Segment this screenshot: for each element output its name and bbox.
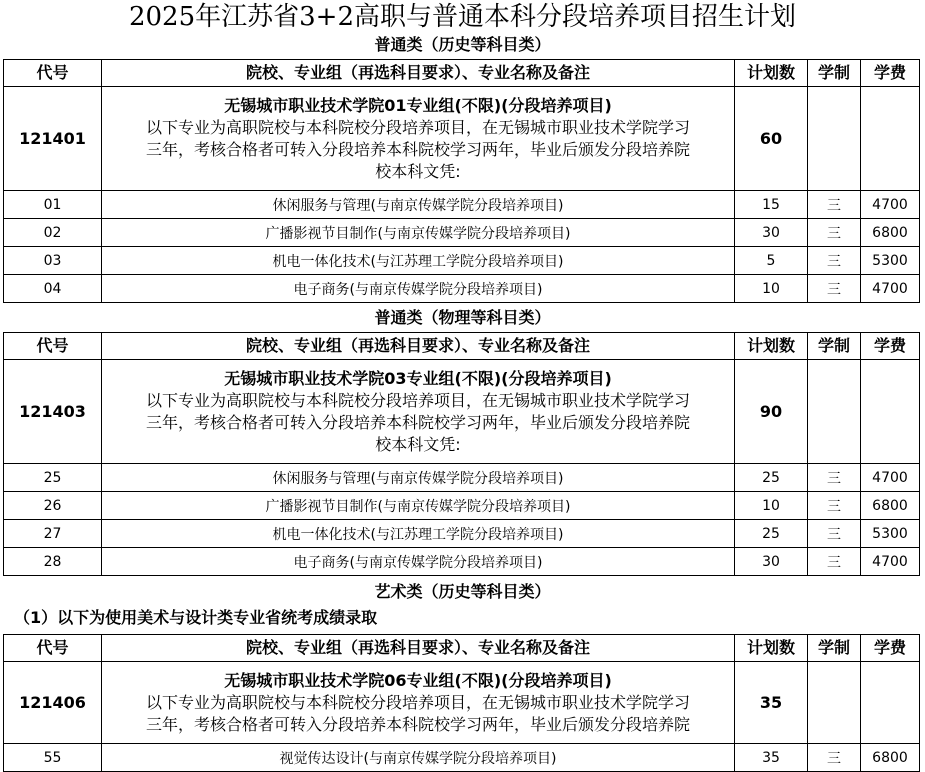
major-code: 28 — [4, 548, 102, 576]
major-plan: 35 — [735, 744, 808, 772]
major-name: 电子商务(与南京传媒学院分段培养项目) — [102, 275, 735, 303]
group-fee — [861, 360, 920, 464]
header-plan: 计划数 — [735, 60, 808, 87]
header-system: 学制 — [808, 333, 861, 360]
header-system: 学制 — [808, 635, 861, 662]
header-fee: 学费 — [861, 333, 920, 360]
header-code: 代号 — [4, 60, 102, 87]
plan-table-art — [3, 634, 920, 772]
group-code: 121406 — [4, 662, 102, 744]
major-plan: 10 — [735, 492, 808, 520]
plan-table-physics — [3, 332, 920, 576]
major-fee: 4700 — [861, 464, 920, 492]
table-header-row — [4, 333, 920, 360]
plan-table-history — [3, 59, 920, 303]
major-plan: 30 — [735, 548, 808, 576]
table-row — [4, 492, 920, 520]
major-name: 休闲服务与管理(与南京传媒学院分段培养项目) — [102, 191, 735, 219]
table-header-row — [4, 635, 920, 662]
group-desc-line: 以下专业为高职院校与本科院校分段培养项目，在无锡城市职业技术学院学习 — [145, 117, 690, 137]
group-title: 无锡城市职业技术学院03专业组(不限)(分段培养项目) — [224, 368, 612, 388]
major-system: 三 — [808, 191, 861, 219]
major-code: 02 — [4, 219, 102, 247]
table-row — [4, 744, 920, 772]
group-system — [808, 662, 861, 744]
major-plan: 25 — [735, 520, 808, 548]
major-name: 机电一体化技术(与江苏理工学院分段培养项目) — [102, 520, 735, 548]
major-code: 55 — [4, 744, 102, 772]
table-row — [4, 191, 920, 219]
major-system: 三 — [808, 492, 861, 520]
major-code: 01 — [4, 191, 102, 219]
group-code: 121401 — [4, 87, 102, 191]
header-code: 代号 — [4, 635, 102, 662]
major-plan: 10 — [735, 275, 808, 303]
major-fee: 6800 — [861, 219, 920, 247]
table-row — [4, 219, 920, 247]
table-row — [4, 464, 920, 492]
table-row — [4, 548, 920, 576]
group-row — [4, 360, 920, 464]
group-desc-line: 校本科文凭: — [375, 161, 461, 181]
major-plan: 5 — [735, 247, 808, 275]
major-system: 三 — [808, 275, 861, 303]
major-code: 25 — [4, 464, 102, 492]
category-heading-art: 艺术类（历史等科目类） — [374, 582, 551, 601]
major-name: 机电一体化技术(与江苏理工学院分段培养项目) — [102, 247, 735, 275]
header-plan: 计划数 — [735, 333, 808, 360]
major-plan: 30 — [735, 219, 808, 247]
major-code: 04 — [4, 275, 102, 303]
header-name: 院校、专业组（再选科目要求）、专业名称及备注 — [102, 635, 735, 662]
major-fee: 6800 — [861, 492, 920, 520]
major-fee: 5300 — [861, 247, 920, 275]
group-plan: 35 — [735, 662, 808, 744]
group-system — [808, 87, 861, 191]
major-system: 三 — [808, 520, 861, 548]
major-plan: 15 — [735, 191, 808, 219]
group-title: 无锡城市职业技术学院06专业组(不限)(分段培养项目) — [224, 670, 612, 690]
group-row — [4, 662, 920, 744]
header-fee: 学费 — [861, 635, 920, 662]
major-fee: 6800 — [861, 744, 920, 772]
group-system — [808, 360, 861, 464]
group-desc-line: 三年，考核合格者可转入分段培养本科院校学习两年，毕业后颁发分段培养院 — [145, 412, 690, 432]
table-header-row — [4, 60, 920, 87]
group-desc-line: 校本科文凭: — [375, 434, 461, 454]
header-system: 学制 — [808, 60, 861, 87]
group-title: 无锡城市职业技术学院01专业组(不限)(分段培养项目) — [224, 95, 612, 115]
major-fee: 5300 — [861, 520, 920, 548]
group-plan: 60 — [735, 87, 808, 191]
major-name: 视觉传达设计(与南京传媒学院分段培养项目) — [102, 744, 735, 772]
table-row — [4, 275, 920, 303]
major-plan: 25 — [735, 464, 808, 492]
group-code: 121403 — [4, 360, 102, 464]
group-description-cell — [102, 360, 735, 464]
major-fee: 4700 — [861, 275, 920, 303]
major-name: 休闲服务与管理(与南京传媒学院分段培养项目) — [102, 464, 735, 492]
major-system: 三 — [808, 744, 861, 772]
admission-note: （1）以下为使用美术与设计类专业省统考成绩录取 — [14, 608, 378, 627]
major-code: 26 — [4, 492, 102, 520]
header-name: 院校、专业组（再选科目要求）、专业名称及备注 — [102, 333, 735, 360]
header-fee: 学费 — [861, 60, 920, 87]
group-desc-line: 以下专业为高职院校与本科院校分段培养项目，在无锡城市职业技术学院学习 — [145, 390, 690, 410]
major-code: 27 — [4, 520, 102, 548]
group-fee — [861, 87, 920, 191]
table-row — [4, 520, 920, 548]
header-name: 院校、专业组（再选科目要求）、专业名称及备注 — [102, 60, 735, 87]
header-code: 代号 — [4, 333, 102, 360]
group-description-cell — [102, 662, 735, 744]
group-description-cell — [102, 87, 735, 191]
major-fee: 4700 — [861, 191, 920, 219]
major-system: 三 — [808, 464, 861, 492]
group-desc-line: 三年，考核合格者可转入分段培养本科院校学习两年，毕业后颁发分段培养院 — [145, 139, 690, 159]
major-name: 电子商务(与南京传媒学院分段培养项目) — [102, 548, 735, 576]
major-name: 广播影视节目制作(与南京传媒学院分段培养项目) — [102, 219, 735, 247]
category-heading-physics: 普通类（物理等科目类） — [374, 308, 551, 327]
major-name: 广播影视节目制作(与南京传媒学院分段培养项目) — [102, 492, 735, 520]
group-plan: 90 — [735, 360, 808, 464]
group-desc-line: 以下专业为高职院校与本科院校分段培养项目，在无锡城市职业技术学院学习 — [145, 692, 690, 712]
major-system: 三 — [808, 219, 861, 247]
major-system: 三 — [808, 247, 861, 275]
group-fee — [861, 662, 920, 744]
category-heading-history: 普通类（历史等科目类） — [374, 35, 551, 54]
page-title: 2025年江苏省3+2高职与普通本科分段培养项目招生计划 — [128, 2, 797, 32]
major-code: 03 — [4, 247, 102, 275]
major-system: 三 — [808, 548, 861, 576]
major-fee: 4700 — [861, 548, 920, 576]
table-row — [4, 247, 920, 275]
header-plan: 计划数 — [735, 635, 808, 662]
group-row — [4, 87, 920, 191]
group-desc-line: 三年，考核合格者可转入分段培养本科院校学习两年，毕业后颁发分段培养院 — [145, 714, 690, 734]
